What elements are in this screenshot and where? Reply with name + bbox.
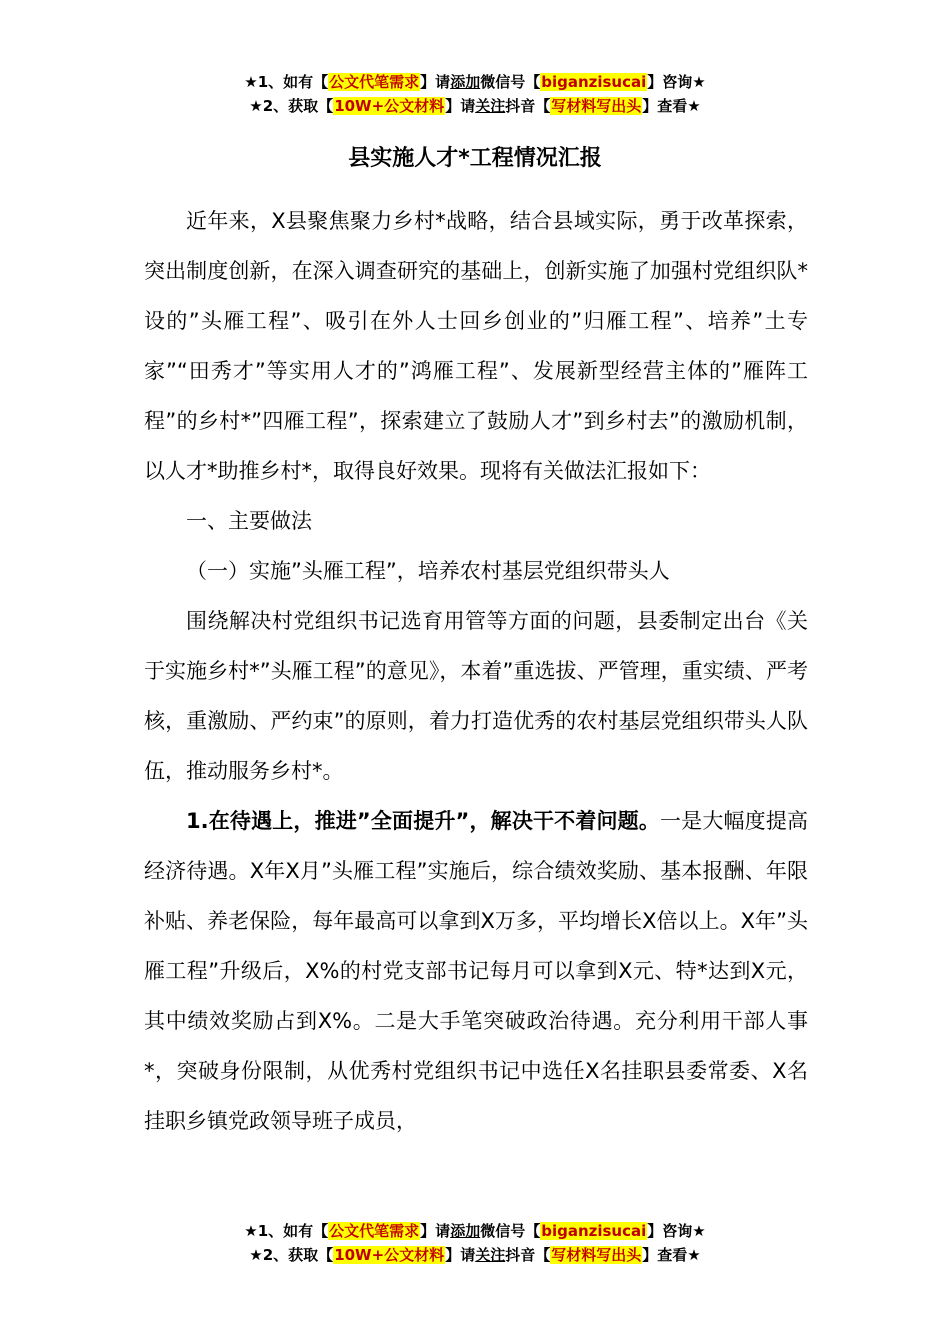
item-heading: 1.在待遇上，推进”全面提升”，解决干不着问题。 (186, 809, 660, 833)
promo-banner-top (0, 70, 950, 118)
highlight-materials: 10W+公文材料 (334, 1246, 445, 1264)
highlight-ghostwriting: 公文代笔需求 (329, 1222, 420, 1240)
highlight-douyin: 写材料写出头 (551, 1246, 642, 1264)
highlight-wechat-id: biganzisucai (541, 73, 647, 91)
subsection-heading: （一）实施”头雁工程”，培养农村基层党组织带头人 (186, 559, 670, 583)
document-body (144, 196, 808, 1146)
body-paragraph: 围绕解决村党组织书记选育用管等方面的问题，县委制定出台《关于实施乡村*”头雁工程”的意见》，本着”重选拔、严管理，重实绩、严考核，重激励、严约束”的原则，着力打造优秀的农村基层党组织带头人队伍，推动服务乡村*。 (144, 609, 808, 783)
section-heading: 一、主要做法 (186, 509, 312, 533)
highlight-wechat-id: biganzisucai (541, 1222, 647, 1240)
promo-line-2: ★2、获取【10W+公文材料】请关注抖音【写材料写出头】查看★ (249, 1246, 701, 1264)
intro-paragraph: 近年来，X县聚焦聚力乡村*战略，结合县域实际，勇于改革探索，突出制度创新，在深入调查研究的基础上，创新实施了加强村党组织队*设的”头雁工程”、吸引在外人士回乡创业的”归雁工程”、培养”土专家”“田秀才”等实用人才的”鸿雁工程”、发展新型经营主体的”雁阵工程”的乡村*”四雁工程”，探索建立了鼓励人才”到乡村去”的激励机制，以人才*助推乡村*，取得良好效果。现将有关做法汇报如下： (144, 209, 808, 483)
promo-line-1: ★1、如有【公文代笔需求】请添加微信号【biganzisucai】咨询★ (244, 73, 706, 91)
promo-banner-bottom (0, 1219, 950, 1267)
highlight-materials: 10W+公文材料 (334, 97, 445, 115)
highlight-ghostwriting: 公文代笔需求 (329, 73, 420, 91)
item-body: 一是大幅度提高经济待遇。X年X月”头雁工程”实施后，综合绩效奖励、基本报酬、年限补贴、养老保险，每年最高可以拿到X万多，平均增长X倍以上。X年”头雁工程”升级后，X%的村党支部书记每月可以拿到X元、特*达到X元，其中绩效奖励占到X%。二是大手笔突破政治待遇。充分利用干部人事*，突破身份限制，从优秀村党组织书记中选任X名挂职县委常委、X名挂职乡镇党政领导班子成员， (144, 809, 808, 1133)
document-title: 县实施人才*工程情况汇报 (348, 146, 602, 171)
highlight-douyin: 写材料写出头 (551, 97, 642, 115)
item-paragraph (144, 796, 808, 1146)
promo-line-1: ★1、如有【公文代笔需求】请添加微信号【biganzisucai】咨询★ (244, 1222, 706, 1240)
promo-line-2: ★2、获取【10W+公文材料】请关注抖音【写材料写出头】查看★ (249, 97, 701, 115)
